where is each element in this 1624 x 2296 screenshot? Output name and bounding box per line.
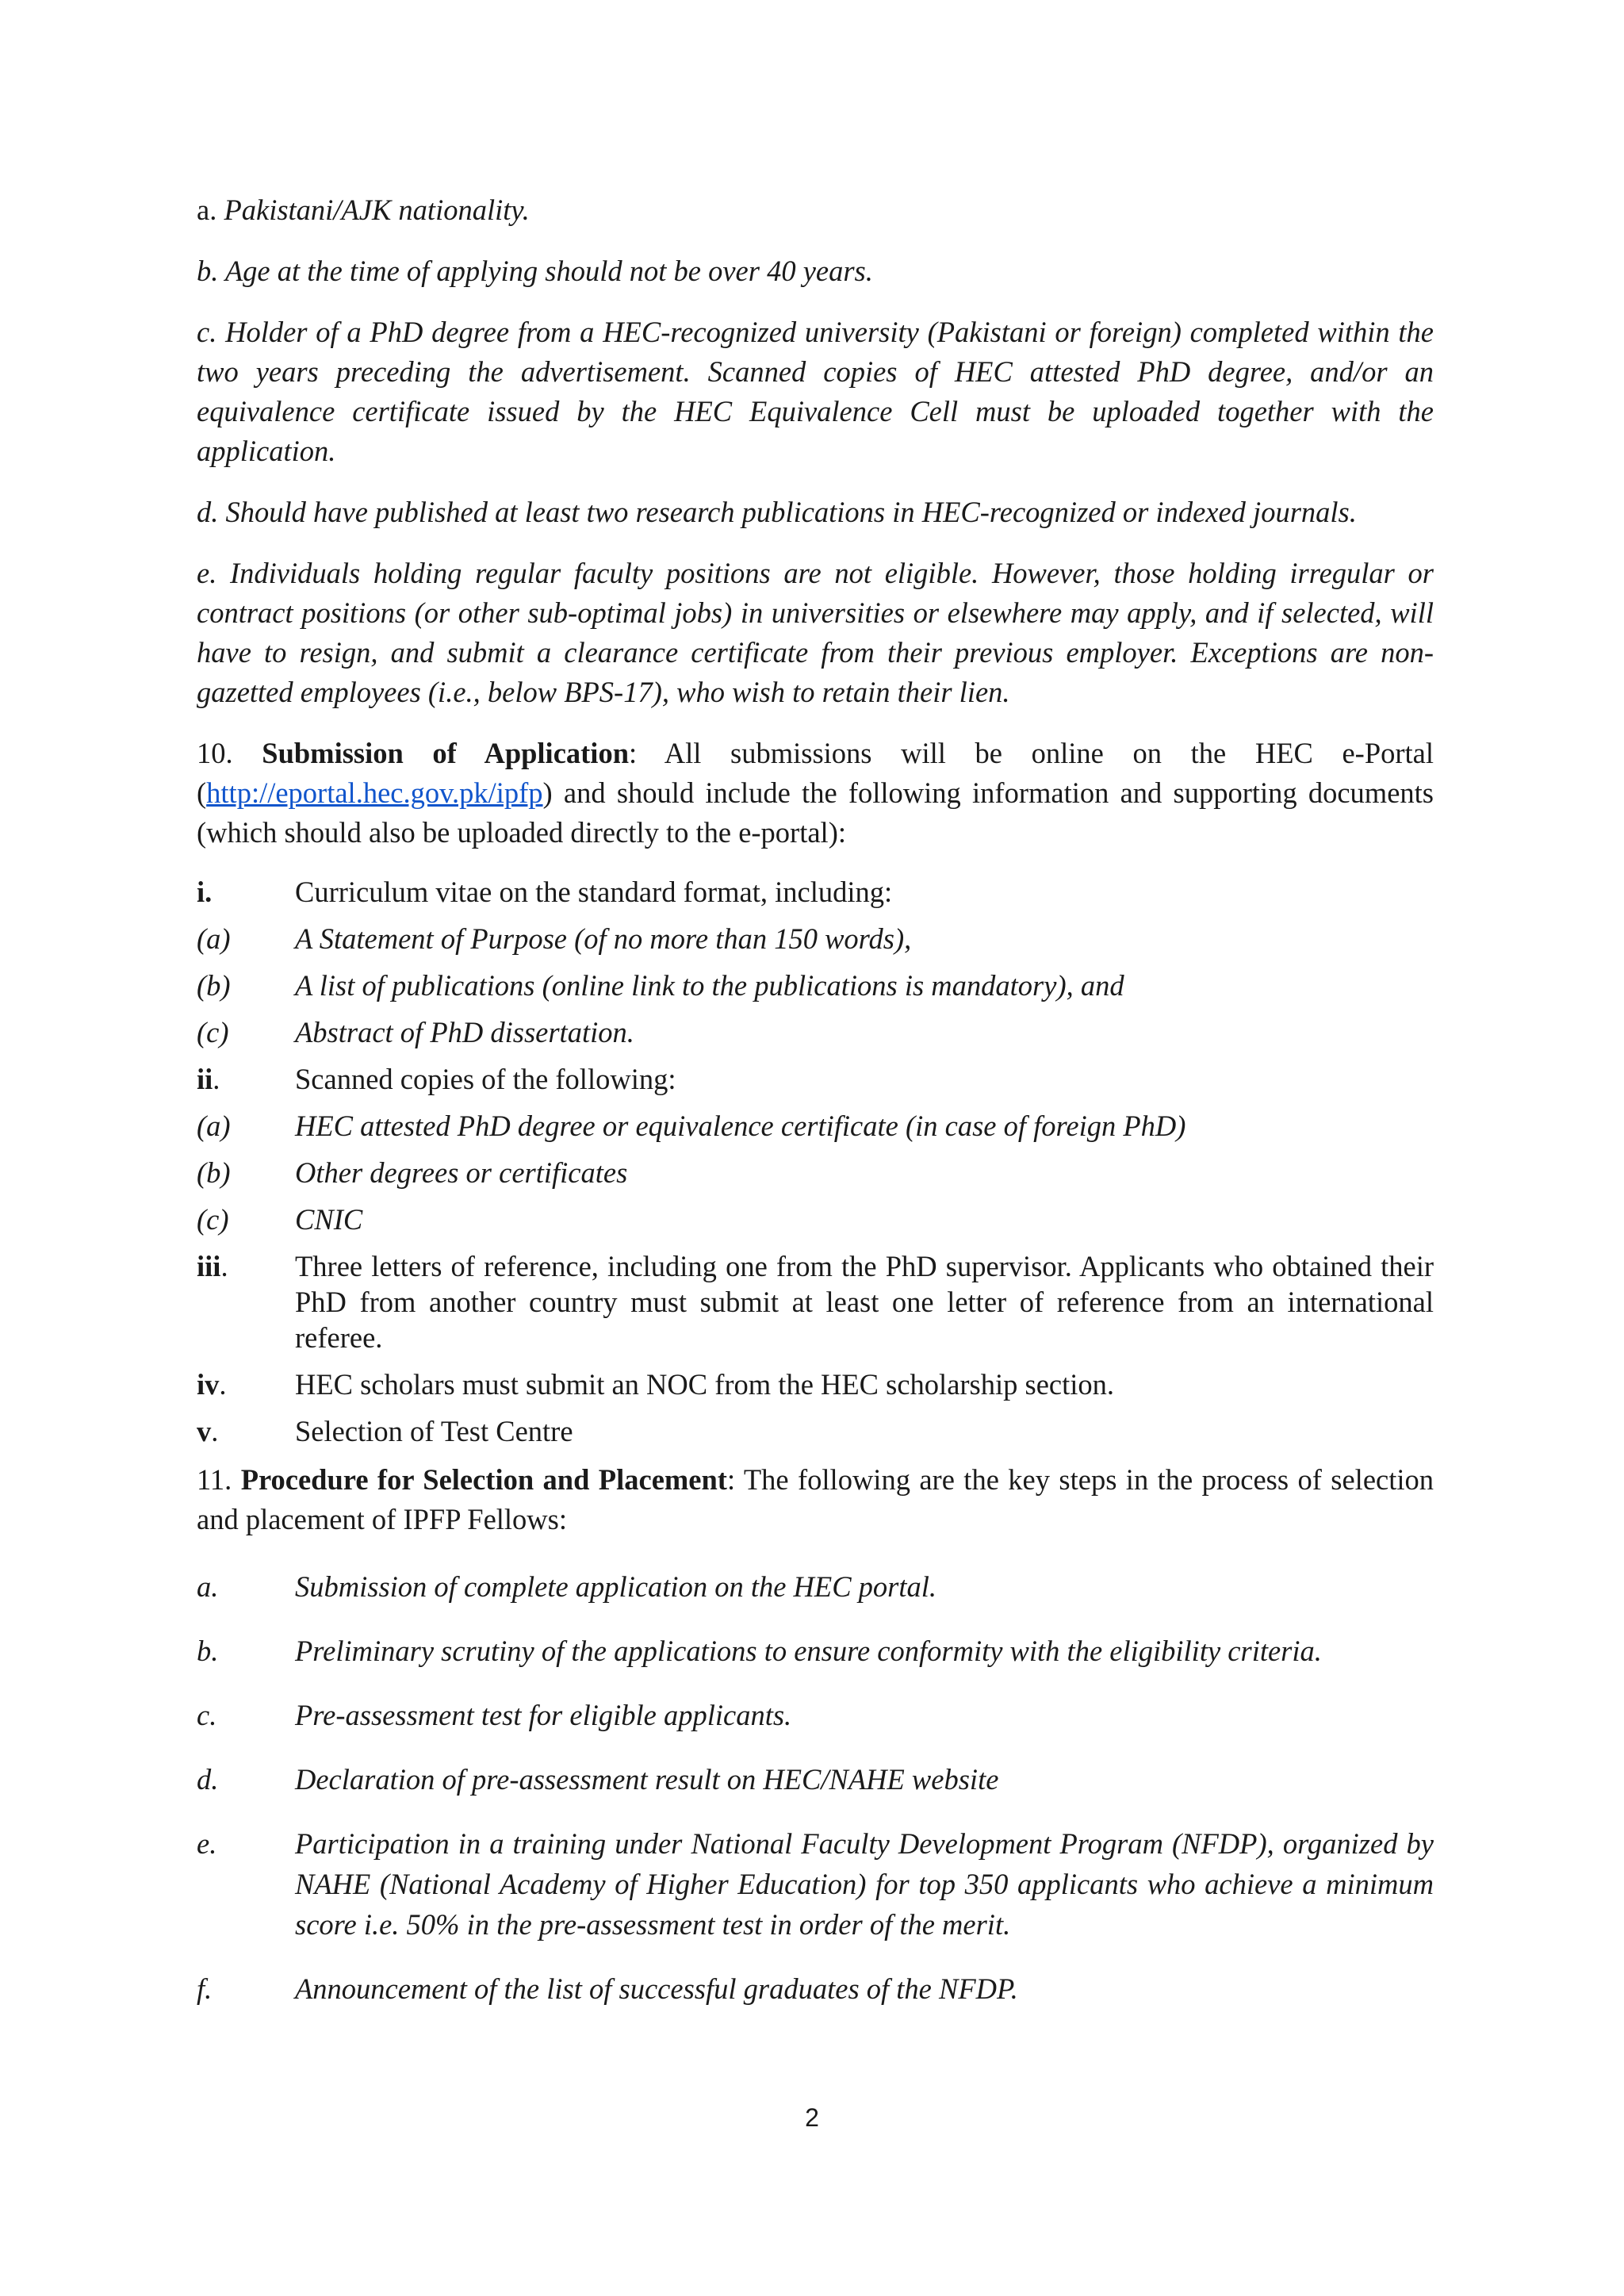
item-text: Individuals holding regular faculty positions are not eligible. However, those holding irregular or contract positions (or other sub-optimal jobs) in universities or elsewhere may apply, and if selected, will have to resign, and submit a clearance certificate from their previous employer. Exceptions are non-gazetted employees (i.e., below BPS-17), who wish to retain their lien. xyxy=(197,557,1434,708)
list-item xyxy=(197,1014,1434,1050)
section-intro-continued: ) and should include the following information and supporting documents (which should also be uploaded directly to the e-portal): xyxy=(197,776,1434,849)
list-text: Scanned copies of the following: xyxy=(295,1063,676,1095)
list-item xyxy=(197,968,1434,1003)
list-item xyxy=(197,1631,1434,1671)
list-text: CNIC xyxy=(295,1203,363,1236)
list-marker: (c) xyxy=(197,1203,229,1236)
list-item: v. Selection of Test Centre xyxy=(197,1413,1434,1449)
section-heading: Procedure for Selection and Placement xyxy=(240,1463,727,1496)
list-item xyxy=(197,1566,1434,1607)
list-marker: ii xyxy=(197,1063,213,1095)
list-text: Abstract of PhD dissertation. xyxy=(295,1016,634,1048)
list-marker: i. xyxy=(197,876,213,908)
section-10-paragraph xyxy=(197,734,1434,853)
list-item xyxy=(197,921,1434,956)
list-text: HEC scholars must submit an NOC from the HEC scholarship section. xyxy=(295,1368,1115,1401)
list-text: Selection of Test Centre xyxy=(295,1415,573,1447)
list-text: Announcement of the list of successful graduates of the NFDP. xyxy=(295,1972,1018,2005)
list-marker: f. xyxy=(197,1972,213,2005)
item-text: Should have published at least two research publications in HEC-recognized or indexed journals. xyxy=(225,496,1357,528)
list-marker: (c) xyxy=(197,1016,229,1048)
list-text: Submission of complete application on the HEC portal. xyxy=(295,1570,937,1603)
list-marker: v xyxy=(197,1415,212,1447)
list-text: Preliminary scrutiny of the applications to ensure conformity with the eligibility criteria. xyxy=(295,1635,1322,1667)
list-marker: iv xyxy=(197,1368,220,1401)
eligibility-item-e xyxy=(197,554,1434,712)
list-marker: c. xyxy=(197,1699,217,1731)
section-number: 10. xyxy=(197,737,233,769)
section-number: 11. xyxy=(197,1463,232,1496)
list-marker: (b) xyxy=(197,969,231,1002)
list-text: Participation in a training under National Faculty Development Program (NFDP), organized by NAHE (National Academy of Higher Education) for top 350 applicants who achieve a minimum score i.e. 50% in the pre-assessment test in order of the merit. xyxy=(295,1827,1434,1941)
list-text: Declaration of pre-assessment result on HEC/NAHE website xyxy=(295,1763,999,1796)
list-marker: (b) xyxy=(197,1156,231,1189)
list-marker: d. xyxy=(197,1763,219,1796)
list-item xyxy=(197,874,1434,910)
list-item xyxy=(197,1155,1434,1190)
eligibility-item-c xyxy=(197,312,1434,471)
item-label: e. xyxy=(197,557,217,589)
item-text: Age at the time of applying should not be over 40 years. xyxy=(224,255,873,287)
list-text: HEC attested PhD degree or equivalence certificate (in case of foreign PhD) xyxy=(295,1110,1186,1142)
list-text: A list of publications (online link to the publications is mandatory), and xyxy=(295,969,1124,1002)
list-item xyxy=(197,1968,1434,2009)
eligibility-item-d xyxy=(197,493,1434,532)
item-text: Holder of a PhD degree from a HEC-recognized university (Pakistani or foreign) completed within the two years preceding the advertisement. Scanned copies of HEC attested PhD degree, and/or an equivalence certificate issued by the HEC Equivalence Cell must be uploaded together with the application. xyxy=(197,316,1434,467)
list-item: iii. Three letters of reference, including one from the PhD supervisor. Applicants who obtained their PhD from another country must submit at least one letter of reference from an international referee. xyxy=(197,1250,1434,1354)
item-label: c. xyxy=(197,316,217,348)
list-marker: (a) xyxy=(197,1110,231,1142)
list-item xyxy=(197,1695,1434,1735)
item-label: d. xyxy=(197,496,219,528)
list-text: Curriculum vitae on the standard format, including: xyxy=(295,876,893,908)
item-text: Pakistani/AJK nationality. xyxy=(224,194,530,226)
list-item xyxy=(197,1759,1434,1800)
list-marker: iii xyxy=(197,1250,221,1282)
list-marker: e. xyxy=(197,1827,217,1860)
list-marker: b. xyxy=(197,1635,219,1667)
section-11-paragraph xyxy=(197,1460,1434,1539)
section-intro: : The following are the key steps in the process of selection and placement of IPFP Fellows: xyxy=(197,1463,1434,1535)
item-label: b. xyxy=(197,255,219,287)
section-intro: : All submissions will be online on the HEC e-Portal ( xyxy=(197,737,1434,809)
list-item xyxy=(197,1202,1434,1237)
eligibility-item-b xyxy=(197,251,1434,291)
section-heading: Submission of Application xyxy=(262,737,629,769)
page-number: 2 xyxy=(805,2103,819,2132)
list-text: Other degrees or certificates xyxy=(295,1156,628,1189)
list-item: ii. Scanned copies of the following: xyxy=(197,1061,1434,1097)
eligibility-item-a xyxy=(197,190,1434,230)
item-label: a. xyxy=(197,194,217,226)
list-marker: a. xyxy=(197,1570,219,1603)
document-page xyxy=(197,190,1434,2033)
list-item xyxy=(197,1823,1434,1945)
list-text: Three letters of reference, including one from the PhD supervisor. Applicants who obtained their PhD from another country must submit at least one letter of reference from an international referee. xyxy=(295,1250,1434,1354)
list-marker: (a) xyxy=(197,922,231,955)
eportal-link[interactable]: http://eportal.hec.gov.pk/ipfp xyxy=(206,776,543,809)
list-text: Pre-assessment test for eligible applicants. xyxy=(295,1699,792,1731)
list-item xyxy=(197,1108,1434,1144)
list-text: A Statement of Purpose (of no more than 150 words), xyxy=(295,922,912,955)
list-item: iv. HEC scholars must submit an NOC from the HEC scholarship section. xyxy=(197,1366,1434,1402)
